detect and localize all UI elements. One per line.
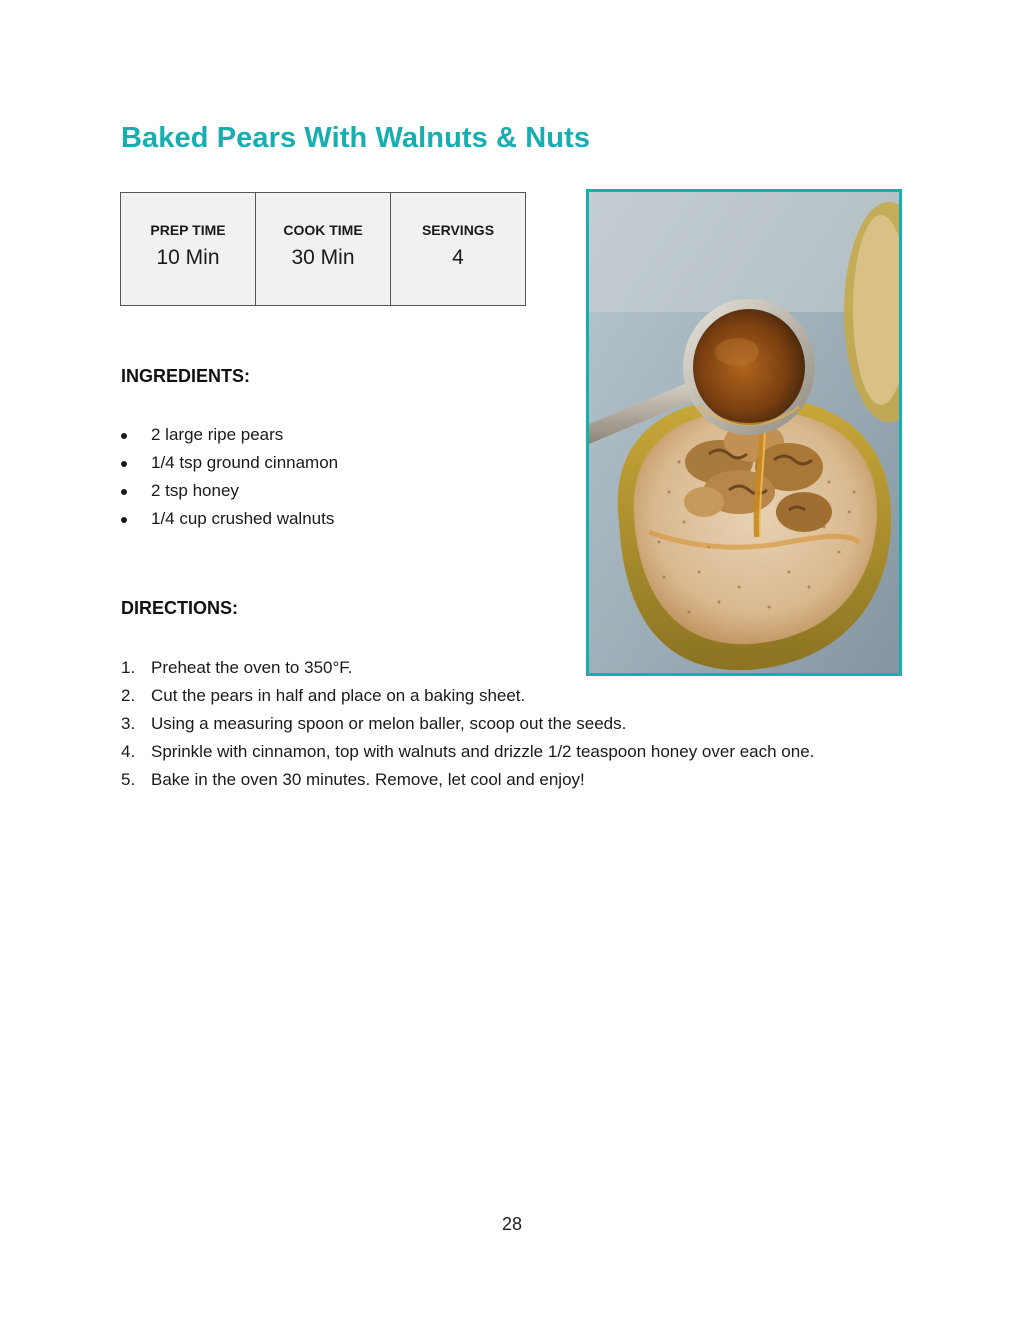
servings-value: 4: [452, 246, 464, 269]
directions-list: [121, 656, 814, 796]
cook-time-value: 30 Min: [291, 246, 355, 269]
step-number: 1.: [121, 658, 136, 677]
list-item: [121, 423, 338, 451]
list-item: [121, 768, 814, 796]
ingredient-text: 2 tsp honey: [151, 481, 239, 500]
step-number: 3.: [121, 714, 136, 733]
page-number: 28: [501, 1214, 523, 1234]
step-text: Cut the pears in half and place on a baking sheet.: [151, 686, 526, 705]
list-item: [121, 712, 814, 740]
ingredient-text: 2 large ripe pears: [151, 425, 284, 444]
ingredients-list: [121, 423, 338, 535]
directions-heading: DIRECTIONS:: [121, 598, 238, 618]
recipe-photo: [586, 189, 902, 676]
step-number: 4.: [121, 742, 136, 761]
ingredients-heading: INGREDIENTS:: [121, 366, 251, 386]
cook-time-label: COOK TIME: [283, 222, 363, 238]
step-text: Preheat the oven to 350°F.: [151, 658, 353, 677]
recipe-info-table: [120, 192, 526, 306]
servings-label: SERVINGS: [421, 222, 495, 238]
prep-time-value: 10 Min: [156, 246, 220, 269]
ingredient-text: 1/4 cup crushed walnuts: [151, 509, 335, 528]
prep-time-cell: [121, 193, 256, 306]
recipe-title: Baked Pears With Walnuts & Nuts: [121, 122, 591, 154]
bullet-icon: [121, 517, 127, 523]
list-item: [121, 684, 814, 712]
step-text: Bake in the oven 30 minutes. Remove, let cool and enjoy!: [151, 770, 585, 789]
cook-time-cell: [256, 193, 391, 306]
prep-time-label: PREP TIME: [150, 222, 226, 238]
bullet-icon: [121, 461, 127, 467]
list-item: [121, 656, 814, 684]
list-item: [121, 740, 814, 768]
list-item: [121, 451, 338, 479]
step-number: 2.: [121, 686, 136, 705]
step-number: 5.: [121, 770, 136, 789]
servings-cell: [391, 193, 526, 306]
bullet-icon: [121, 489, 127, 495]
list-item: [121, 479, 338, 507]
step-text: Using a measuring spoon or melon baller, scoop out the seeds.: [151, 714, 627, 733]
list-item: [121, 507, 338, 535]
bullet-icon: [121, 433, 127, 439]
step-text: Sprinkle with cinnamon, top with walnuts and drizzle 1/2 teaspoon honey over each one.: [151, 742, 815, 761]
baked-pear-honey-photo: [589, 192, 899, 673]
ingredient-text: 1/4 tsp ground cinnamon: [151, 453, 339, 472]
